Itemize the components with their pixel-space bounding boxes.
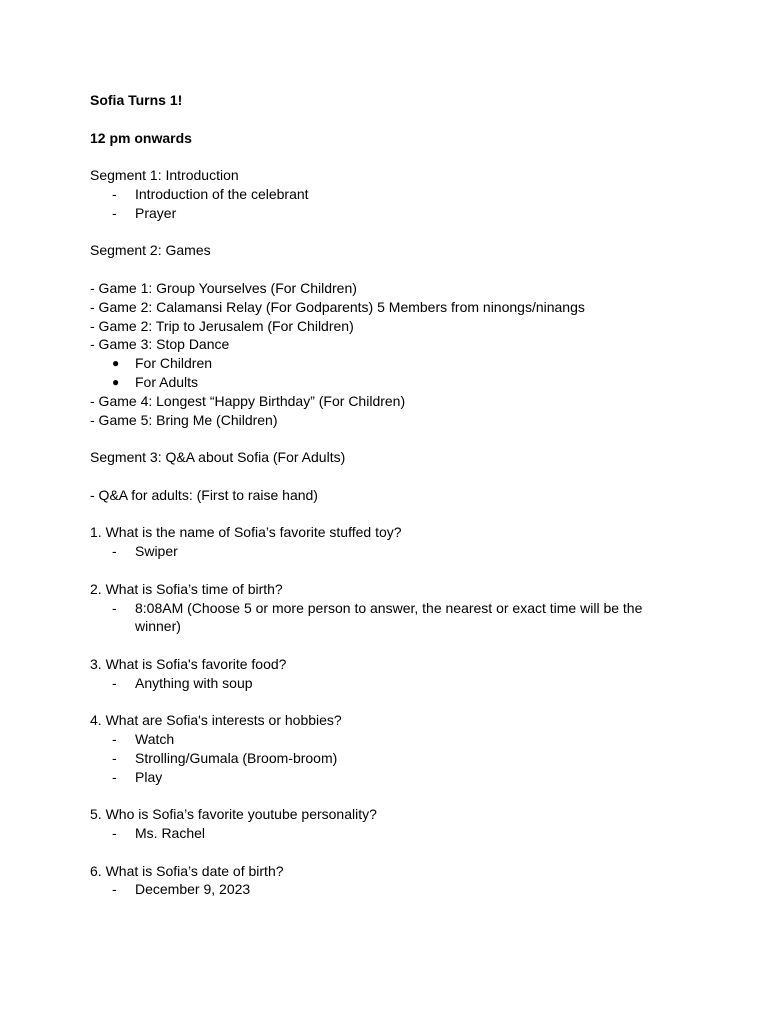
- answer-item: - Anything with soup: [112, 674, 253, 691]
- bullet-marker: ●: [112, 374, 120, 389]
- game-item: - Game 2: Calamansi Relay (For Godparents) 5 Members from ninongs/ninangs: [90, 298, 585, 315]
- answer-item: - 8:08AM (Choose 5 or more person to answer, the nearest or exact time will be the winner): [112, 599, 643, 635]
- game-item: - Game 5: Bring Me (Children): [90, 411, 278, 428]
- list-item: - Introduction of the celebrant: [112, 185, 309, 202]
- game-item: - Game 4: Longest “Happy Birthday” (For Children): [90, 392, 406, 409]
- dash-marker: -: [112, 204, 117, 221]
- question: 3. What is Sofia's favorite food?: [90, 655, 287, 672]
- answer-item: - December 9, 2023: [112, 881, 251, 898]
- question: 6. What is Sofia’s date of birth?: [90, 862, 284, 879]
- segment-1-heading: Segment 1: Introduction: [90, 167, 239, 184]
- question: 2. What is Sofia’s time of birth?: [90, 580, 283, 597]
- segment-3-heading: Segment 3: Q&A about Sofia (For Adults): [90, 449, 346, 466]
- game-item: - Game 2: Trip to Jerusalem (For Children): [90, 317, 354, 334]
- document-title: Sofia Turns 1!: [90, 92, 183, 108]
- list-item: ● For Children: [112, 355, 213, 372]
- game-item: - Game 3: Stop Dance: [90, 336, 230, 353]
- question: 1. What is the name of Sofia’s favorite stuffed toy?: [90, 524, 402, 541]
- question: 4. What are Sofia's interests or hobbies?: [90, 712, 342, 729]
- dash-marker: -: [112, 674, 117, 691]
- list-item: - Prayer: [112, 204, 177, 221]
- question: 5. Who is Sofia’s favorite youtube personality?: [90, 806, 377, 823]
- document-body: [90, 91, 690, 899]
- answer-item: - Play: [112, 768, 163, 785]
- dash-marker: -: [112, 768, 117, 785]
- dash-marker: -: [112, 185, 117, 202]
- game-item: - Game 1: Group Yourselves (For Children): [90, 279, 357, 296]
- dash-marker: -: [112, 543, 117, 560]
- event-time: 12 pm onwards: [90, 129, 192, 146]
- qa-intro: - Q&A for adults: (First to raise hand): [90, 486, 318, 503]
- segment-2-heading: Segment 2: Games: [90, 242, 211, 259]
- dash-marker: -: [112, 825, 117, 842]
- answer-item: - Watch: [112, 731, 175, 748]
- answer-item: - Ms. Rachel: [112, 825, 206, 842]
- list-item: ● For Adults: [112, 373, 199, 390]
- dash-marker: -: [112, 881, 117, 898]
- bullet-marker: ●: [112, 356, 120, 371]
- dash-marker: -: [112, 731, 117, 748]
- answer-item: - Strolling/Gumala (Broom-broom): [112, 749, 338, 766]
- answer-item: - Swiper: [112, 543, 178, 560]
- dash-marker: -: [112, 749, 117, 766]
- dash-marker: -: [112, 599, 117, 616]
